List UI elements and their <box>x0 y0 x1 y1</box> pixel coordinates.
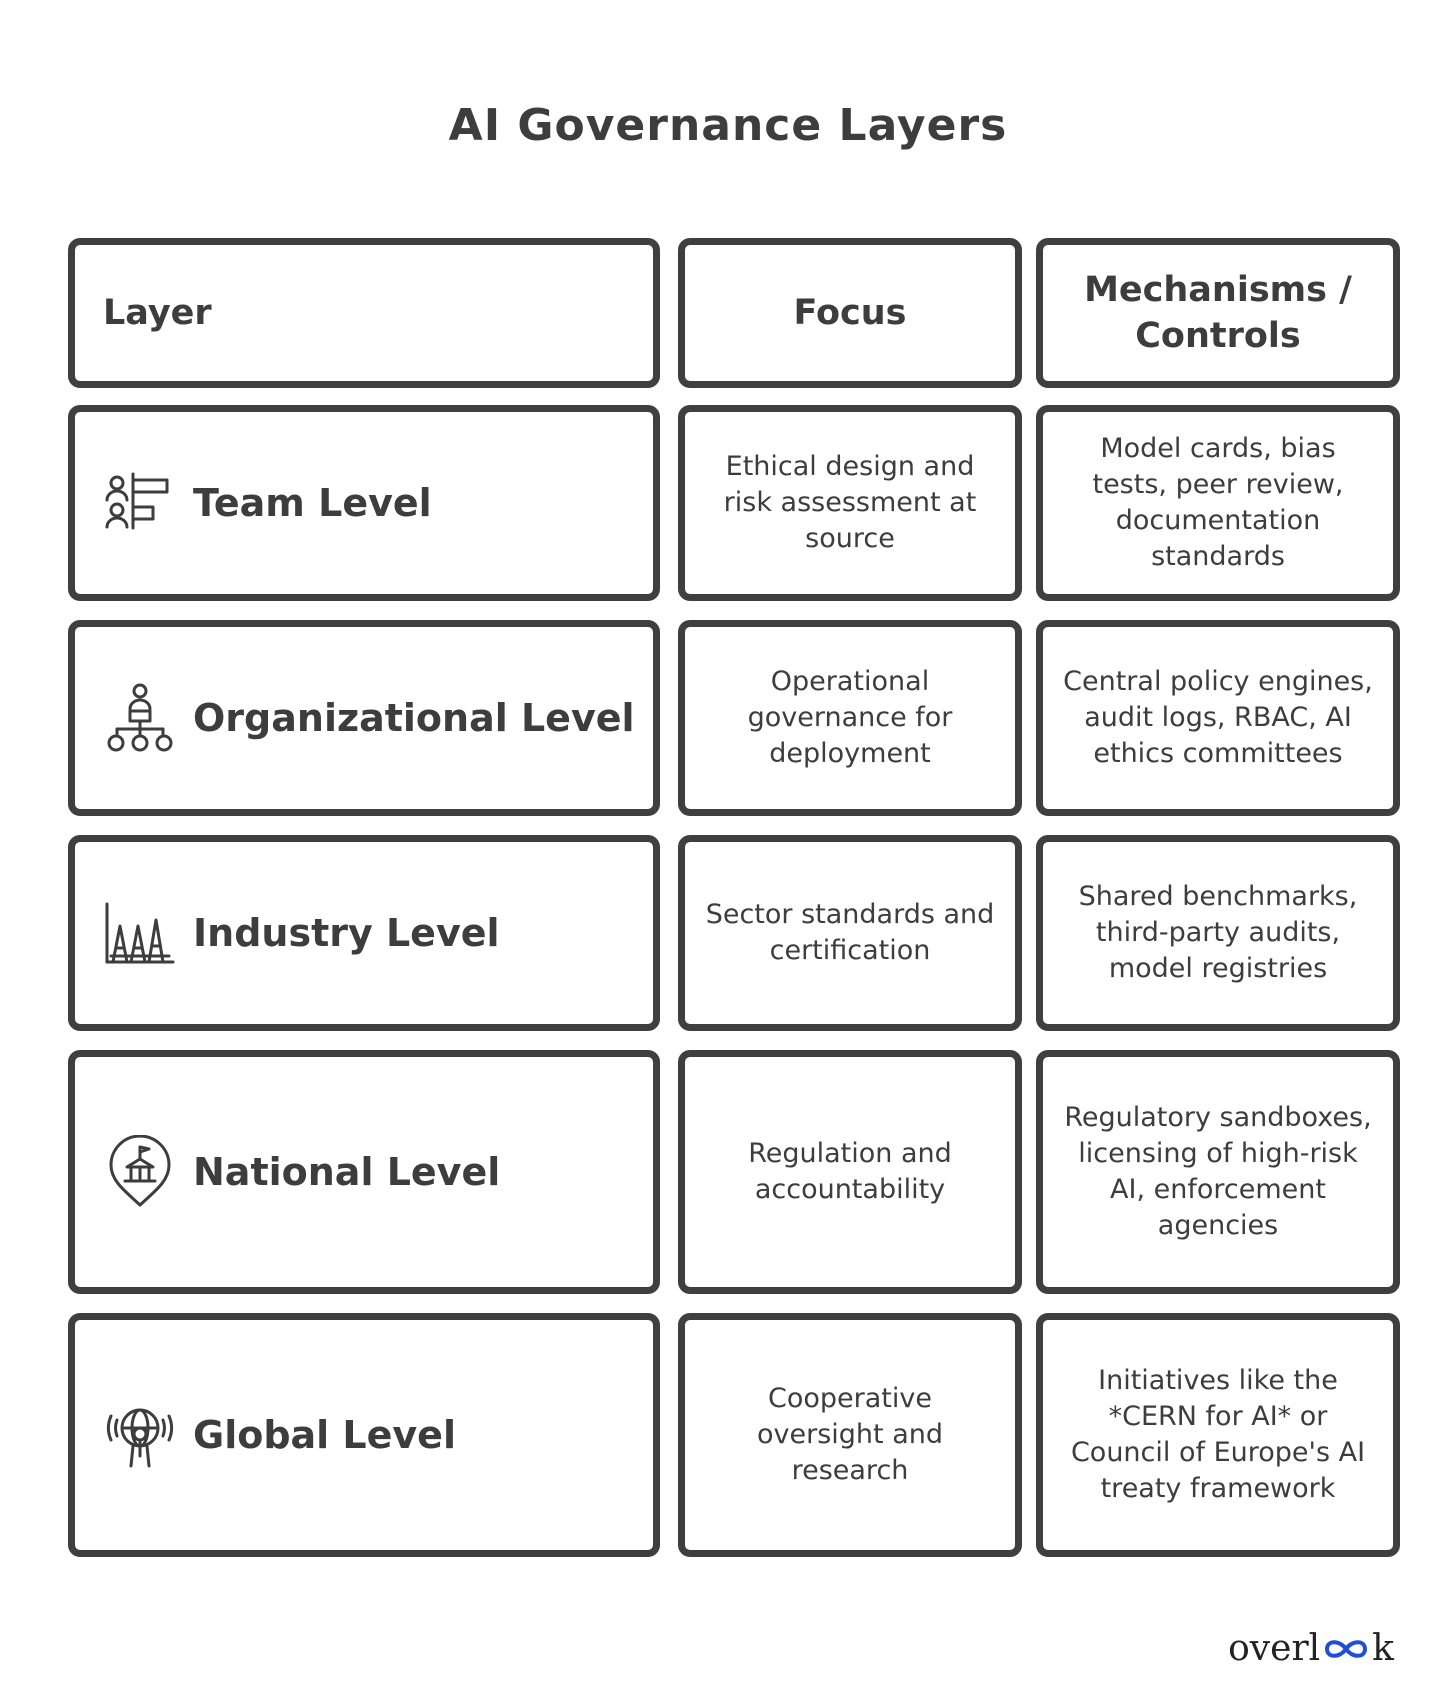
globe-person-icon <box>103 1398 177 1472</box>
row-industry-mechanisms <box>1036 835 1400 1031</box>
layer-name-global: Global Level <box>193 1413 456 1457</box>
row-team-mechanisms <box>1036 405 1400 601</box>
row-global-mechanisms <box>1036 1313 1400 1557</box>
mechanisms-text-global: Initiatives like the *CERN for AI* or Council of Europe's AI treaty framework <box>1070 1365 1366 1504</box>
header-mechanisms-label: Mechanisms / Controls <box>1084 270 1352 356</box>
layer-name-national: National Level <box>193 1150 501 1194</box>
row-organizational-layer <box>68 620 660 816</box>
logo-text-left: overl <box>1228 1628 1321 1669</box>
row-national-focus <box>678 1050 1022 1294</box>
overlook-logo <box>1228 1628 1394 1669</box>
layer-name-industry: Industry Level <box>193 911 500 955</box>
hierarchy-icon <box>103 681 177 755</box>
layer-name-team: Team Level <box>193 481 432 525</box>
focus-text-industry: Sector standards and certification <box>705 899 995 966</box>
focus-text-organizational: Operational governance for deployment <box>747 666 953 769</box>
page-title: AI Governance Layers <box>448 100 1008 151</box>
layer-name-organizational: Organizational Level <box>193 696 635 740</box>
row-industry-focus <box>678 835 1022 1031</box>
mechanisms-text-industry: Shared benchmarks, third-party audits, model registries <box>1078 881 1358 984</box>
logo-text-right: k <box>1372 1628 1394 1669</box>
mechanisms-text-organizational: Central policy engines, audit logs, RBAC, AI ethics committees <box>1063 666 1373 769</box>
row-team-layer <box>68 405 660 601</box>
row-global-focus <box>678 1313 1022 1557</box>
infinity-icon <box>1321 1636 1371 1662</box>
header-mechanisms <box>1036 238 1400 388</box>
mechanisms-text-national: Regulatory sandboxes, licensing of high-risk AI, enforcement agencies <box>1064 1102 1372 1241</box>
header-focus-label: Focus <box>793 293 907 333</box>
row-industry-layer <box>68 835 660 1031</box>
row-organizational-mechanisms <box>1036 620 1400 816</box>
location-pin-building-icon <box>103 1135 177 1209</box>
row-national-mechanisms <box>1036 1050 1400 1294</box>
header-layer <box>68 238 660 388</box>
industry-bars-icon <box>103 896 177 970</box>
focus-text-team: Ethical design and risk assessment at source <box>723 451 977 554</box>
team-org-chart-icon <box>103 466 177 540</box>
focus-text-global: Cooperative oversight and research <box>757 1383 943 1486</box>
row-organizational-focus <box>678 620 1022 816</box>
row-team-focus <box>678 405 1022 601</box>
focus-text-national: Regulation and accountability <box>748 1138 952 1205</box>
row-global-layer <box>68 1313 660 1557</box>
header-focus <box>678 238 1022 388</box>
row-national-layer <box>68 1050 660 1294</box>
header-layer-label: Layer <box>103 293 212 333</box>
mechanisms-text-team: Model cards, bias tests, peer review, documentation standards <box>1092 433 1344 572</box>
